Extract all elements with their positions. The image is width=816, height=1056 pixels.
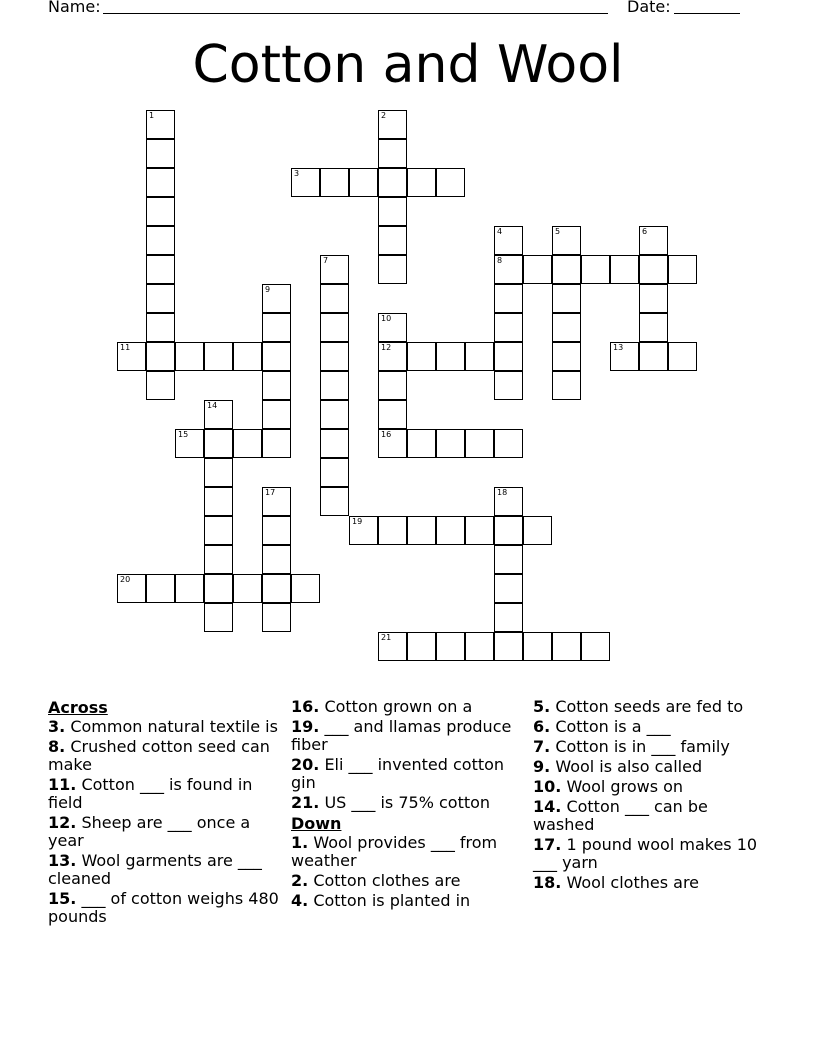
clue-text: Wool is also called — [555, 757, 703, 776]
grid-cell[interactable] — [262, 400, 291, 429]
clue-num: 15. — [48, 889, 77, 908]
grid-cell[interactable] — [552, 342, 581, 371]
grid-cell[interactable] — [552, 632, 581, 661]
grid-cell[interactable] — [146, 313, 175, 342]
grid-cell[interactable] — [639, 313, 668, 342]
grid-cell[interactable] — [378, 516, 407, 545]
clue-number: 4 — [497, 227, 503, 236]
grid-cell[interactable] — [320, 313, 349, 342]
clue-number: 15 — [178, 430, 189, 439]
down-heading: Down — [291, 814, 342, 833]
clue-num: 7. — [533, 737, 551, 756]
clue-number: 8 — [497, 256, 503, 265]
grid-cell[interactable] — [465, 632, 494, 661]
clue-number: 13 — [613, 343, 624, 352]
grid-cell[interactable] — [262, 487, 291, 516]
grid-cell[interactable] — [494, 226, 523, 255]
down-clue — [291, 872, 526, 890]
clue-number: 11 — [120, 343, 131, 352]
down-clue — [533, 798, 768, 834]
grid-cell[interactable] — [117, 342, 146, 371]
grid-cell[interactable] — [320, 458, 349, 487]
grid-cell[interactable] — [494, 545, 523, 574]
grid-cell[interactable] — [407, 342, 436, 371]
grid-cell[interactable] — [436, 168, 465, 197]
across-clue — [48, 738, 283, 774]
grid-cell[interactable] — [378, 400, 407, 429]
clue-text: Wool garments are ___ cleaned — [48, 851, 262, 888]
clue-number: 19 — [352, 517, 363, 526]
clue-number: 17 — [265, 488, 276, 497]
grid-cell[interactable] — [436, 429, 465, 458]
grid-cell[interactable] — [262, 574, 291, 603]
clue-number: 9 — [265, 285, 271, 294]
grid-cell[interactable] — [552, 255, 581, 284]
grid-cell[interactable] — [378, 313, 407, 342]
clue-text: Wool grows on — [566, 777, 684, 796]
grid-cell[interactable] — [262, 429, 291, 458]
grid-cell[interactable] — [378, 632, 407, 661]
clue-number: 7 — [323, 256, 329, 265]
grid-cell[interactable] — [204, 574, 233, 603]
across-clue — [291, 794, 526, 812]
grid-cell[interactable] — [204, 458, 233, 487]
grid-cell[interactable] — [668, 255, 697, 284]
grid-cell[interactable] — [117, 574, 146, 603]
grid-cell[interactable] — [378, 168, 407, 197]
grid-cell[interactable] — [146, 110, 175, 139]
clue-num: 4. — [291, 891, 309, 910]
clue-number: 10 — [381, 314, 392, 323]
clue-num: 2. — [291, 871, 309, 890]
clue-text: Wool provides ___ from weather — [291, 833, 498, 870]
down-clue — [533, 738, 768, 756]
grid-cell[interactable] — [610, 255, 639, 284]
clue-num: 6. — [533, 717, 551, 736]
clue-number: 14 — [207, 401, 218, 410]
grid-cell[interactable] — [349, 168, 378, 197]
grid-cell[interactable] — [378, 342, 407, 371]
across-clue — [48, 718, 283, 736]
across-clue-list-1 — [48, 718, 283, 926]
grid-cell[interactable] — [668, 342, 697, 371]
clue-column-3 — [533, 698, 768, 894]
grid-cell[interactable] — [262, 516, 291, 545]
down-clue — [533, 874, 768, 892]
grid-cell[interactable] — [581, 255, 610, 284]
clue-num: 1. — [291, 833, 309, 852]
clue-text: Cotton clothes are — [313, 871, 461, 890]
page-title: Cotton and Wool — [192, 35, 624, 95]
grid-cell[interactable] — [378, 139, 407, 168]
clue-num: 18. — [533, 873, 562, 892]
grid-cell[interactable] — [262, 284, 291, 313]
across-clue — [48, 890, 283, 926]
clue-num: 9. — [533, 757, 551, 776]
clue-text: Cotton is in ___ family — [555, 737, 730, 756]
grid-cell[interactable] — [175, 574, 204, 603]
clue-text: ___ of cotton weighs 480 pounds — [48, 889, 279, 926]
grid-cell[interactable] — [407, 516, 436, 545]
grid-cell[interactable] — [320, 255, 349, 284]
clue-text: US ___ is 75% cotton — [324, 793, 491, 812]
grid-cell[interactable] — [204, 516, 233, 545]
clue-num: 12. — [48, 813, 77, 832]
grid-cell[interactable] — [378, 255, 407, 284]
grid-cell[interactable] — [233, 574, 262, 603]
grid-cell[interactable] — [552, 313, 581, 342]
down-clue — [533, 698, 768, 716]
grid-cell[interactable] — [378, 429, 407, 458]
clue-column-2 — [291, 698, 526, 912]
grid-cell[interactable] — [581, 632, 610, 661]
clue-number: 2 — [381, 111, 387, 120]
grid-cell[interactable] — [494, 342, 523, 371]
grid-cell[interactable] — [233, 429, 262, 458]
grid-cell[interactable] — [436, 516, 465, 545]
grid-cell[interactable] — [146, 284, 175, 313]
grid-cell[interactable] — [320, 487, 349, 516]
grid-cell[interactable] — [523, 255, 552, 284]
down-clue-list-2 — [533, 698, 768, 892]
grid-cell[interactable] — [494, 255, 523, 284]
grid-cell[interactable] — [639, 284, 668, 313]
clue-text: 1 pound wool makes 10 ___ yarn — [533, 835, 758, 872]
clue-num: 10. — [533, 777, 562, 796]
grid-cell[interactable] — [494, 574, 523, 603]
down-clue — [533, 778, 768, 796]
down-clue-list-1 — [291, 834, 526, 910]
grid-cell[interactable] — [320, 429, 349, 458]
grid-cell[interactable] — [465, 516, 494, 545]
grid-cell[interactable] — [146, 255, 175, 284]
grid-cell[interactable] — [494, 487, 523, 516]
grid-cell[interactable] — [639, 226, 668, 255]
grid-cell[interactable] — [494, 516, 523, 545]
clue-number: 12 — [381, 343, 392, 352]
grid-cell[interactable] — [552, 226, 581, 255]
grid-cell[interactable] — [436, 632, 465, 661]
across-clue-list-2 — [291, 698, 526, 812]
grid-cell[interactable] — [204, 400, 233, 429]
grid-cell[interactable] — [494, 603, 523, 632]
clue-text: Cotton is planted in — [313, 891, 471, 910]
down-clue — [533, 836, 768, 872]
down-clue — [533, 758, 768, 776]
down-clue — [533, 718, 768, 736]
grid-cell[interactable] — [146, 342, 175, 371]
grid-cell[interactable] — [610, 342, 639, 371]
clue-num: 11. — [48, 775, 77, 794]
grid-cell[interactable] — [320, 284, 349, 313]
clue-number: 1 — [149, 111, 155, 120]
grid-cell[interactable] — [349, 516, 378, 545]
grid-cell[interactable] — [146, 371, 175, 400]
grid-cell[interactable] — [175, 429, 204, 458]
grid-cell[interactable] — [204, 603, 233, 632]
clue-number: 6 — [642, 227, 648, 236]
grid-cell[interactable] — [146, 139, 175, 168]
clue-text: Common natural textile is — [70, 717, 278, 736]
clue-text: Cotton seeds are fed to — [555, 697, 744, 716]
grid-cell[interactable] — [552, 371, 581, 400]
down-clue — [291, 892, 526, 910]
grid-cell[interactable] — [320, 168, 349, 197]
grid-cell[interactable] — [204, 545, 233, 574]
across-clue — [291, 718, 526, 754]
clue-num: 14. — [533, 797, 562, 816]
clue-num: 17. — [533, 835, 562, 854]
grid-cell[interactable] — [378, 197, 407, 226]
grid-cell[interactable] — [146, 574, 175, 603]
grid-cell[interactable] — [378, 110, 407, 139]
clue-text: ___ and llamas produce fiber — [291, 717, 512, 754]
name-label: Name: — [48, 0, 101, 16]
clue-num: 5. — [533, 697, 551, 716]
grid-cell[interactable] — [494, 371, 523, 400]
grid-cell[interactable] — [262, 342, 291, 371]
clue-text: Cotton ___ is found in field — [48, 775, 253, 812]
clue-number: 16 — [381, 430, 392, 439]
grid-cell[interactable] — [146, 197, 175, 226]
clue-text: Cotton is a ___ — [555, 717, 671, 736]
grid-cell[interactable] — [465, 429, 494, 458]
clue-number: 20 — [120, 575, 131, 584]
across-clue — [291, 756, 526, 792]
grid-cell[interactable] — [639, 342, 668, 371]
grid-cell[interactable] — [378, 371, 407, 400]
clue-number: 21 — [381, 633, 392, 642]
grid-cell[interactable] — [262, 603, 291, 632]
grid-cell[interactable] — [204, 487, 233, 516]
grid-cell[interactable] — [262, 545, 291, 574]
grid-cell[interactable] — [436, 342, 465, 371]
clue-text: Eli ___ invented cotton gin — [291, 755, 505, 792]
across-heading: Across — [48, 698, 108, 717]
clue-num: 21. — [291, 793, 320, 812]
clue-number: 18 — [497, 488, 508, 497]
date-label: Date: — [627, 0, 671, 16]
clue-text: Sheep are ___ once a year — [48, 813, 251, 850]
grid-cell[interactable] — [204, 429, 233, 458]
grid-cell[interactable] — [523, 516, 552, 545]
grid-cell[interactable] — [320, 371, 349, 400]
grid-cell[interactable] — [175, 342, 204, 371]
across-clue — [48, 776, 283, 812]
clue-num: 20. — [291, 755, 320, 774]
clue-num: 19. — [291, 717, 320, 736]
grid-cell[interactable] — [552, 284, 581, 313]
clue-num: 13. — [48, 851, 77, 870]
grid-cell[interactable] — [320, 400, 349, 429]
clue-num: 8. — [48, 737, 66, 756]
clue-num: 16. — [291, 697, 320, 716]
grid-cell[interactable] — [320, 342, 349, 371]
clue-number: 5 — [555, 227, 561, 236]
across-clue — [48, 814, 283, 850]
clue-column-1 — [48, 698, 283, 928]
grid-cell[interactable] — [465, 342, 494, 371]
grid-cell[interactable] — [146, 226, 175, 255]
grid-cell[interactable] — [146, 168, 175, 197]
grid-cell[interactable] — [494, 313, 523, 342]
across-clue — [291, 698, 526, 716]
grid-cell[interactable] — [639, 255, 668, 284]
across-clue — [48, 852, 283, 888]
grid-cell[interactable] — [407, 168, 436, 197]
grid-cell[interactable] — [523, 632, 552, 661]
grid-cell[interactable] — [494, 632, 523, 661]
clue-number: 3 — [294, 169, 300, 178]
grid-cell[interactable] — [407, 632, 436, 661]
grid-cell[interactable] — [291, 168, 320, 197]
clue-num: 3. — [48, 717, 66, 736]
grid-cell[interactable] — [378, 226, 407, 255]
grid-cell[interactable] — [233, 342, 262, 371]
grid-cell[interactable] — [291, 574, 320, 603]
clue-text: Wool clothes are — [566, 873, 700, 892]
grid-cell[interactable] — [494, 429, 523, 458]
clue-text: Cotton grown on a — [324, 697, 473, 716]
grid-cell[interactable] — [204, 342, 233, 371]
clue-text: Crushed cotton seed can make — [48, 737, 270, 774]
clue-text: Cotton ___ can be washed — [533, 797, 708, 834]
down-clue — [291, 834, 526, 870]
grid-cell[interactable] — [262, 371, 291, 400]
grid-cell[interactable] — [262, 313, 291, 342]
grid-cell[interactable] — [407, 429, 436, 458]
grid-cell[interactable] — [494, 284, 523, 313]
